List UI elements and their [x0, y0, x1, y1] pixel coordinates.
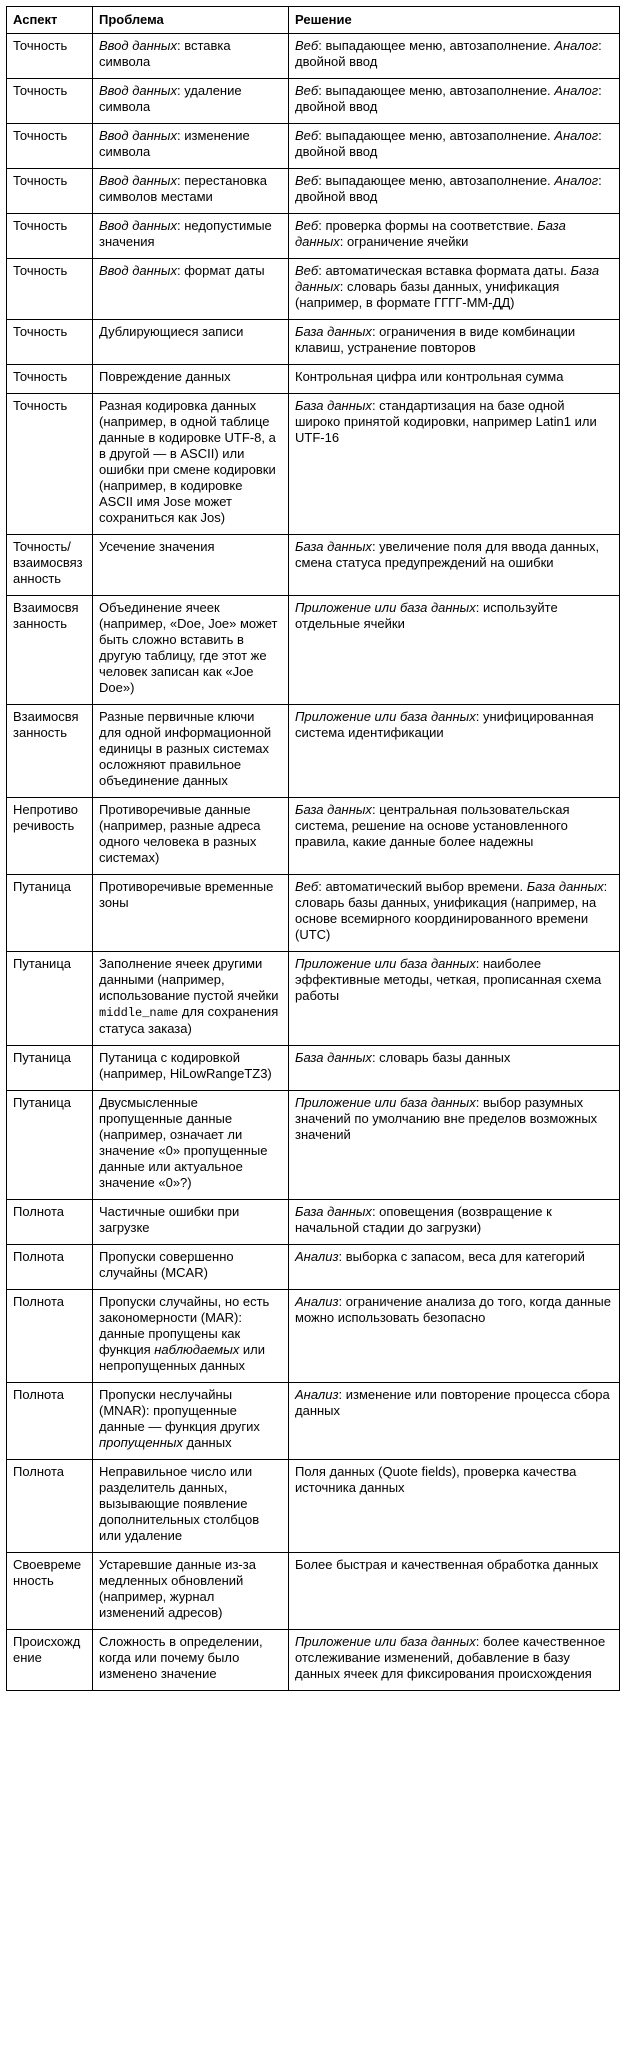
problem-cell: Ввод данных: формат даты: [93, 259, 289, 320]
problem-cell: Усечение значения: [93, 535, 289, 596]
header-aspect: Аспект: [7, 7, 93, 34]
aspect-cell: Точность: [7, 34, 93, 79]
table-row: [7, 1553, 620, 1630]
header-problem: Проблема: [93, 7, 289, 34]
solution-cell: База данных: словарь базы данных: [289, 1046, 620, 1091]
table-row: [7, 1245, 620, 1290]
solution-cell: Приложение или база данных: более качественное отслеживание изменений, добавление в базу данных ячеек для фиксирования происхождения: [289, 1630, 620, 1691]
aspect-cell: Полнота: [7, 1200, 93, 1245]
problem-cell: Пропуски неслучайны (MNAR): пропущенные данные — функция других пропущенных данных: [93, 1383, 289, 1460]
solution-cell: Веб: автоматическая вставка формата даты. База данных: словарь базы данных, унификация (например, в формате ГГГГ-ММ-ДД): [289, 259, 620, 320]
aspect-cell: Путаница: [7, 1046, 93, 1091]
solution-cell: Веб: выпадающее меню, автозаполнение. Аналог: двойной ввод: [289, 34, 620, 79]
table-row: [7, 952, 620, 1046]
aspect-cell: Точность: [7, 214, 93, 259]
problem-cell: Дублирующиеся записи: [93, 320, 289, 365]
table-row: [7, 1091, 620, 1200]
table-row: [7, 596, 620, 705]
solution-cell: Анализ: ограничение анализа до того, когда данные можно использовать безопасно: [289, 1290, 620, 1383]
table-row: [7, 320, 620, 365]
aspect-cell: Точность/взаимосвязанность: [7, 535, 93, 596]
solution-cell: База данных: центральная пользовательская система, решение на основе установленного правила, какие данные более надежны: [289, 798, 620, 875]
table-row: [7, 1630, 620, 1691]
aspect-cell: Путаница: [7, 952, 93, 1046]
problem-cell: Устаревшие данные из-за медленных обновлений (например, журнал изменений адресов): [93, 1553, 289, 1630]
solution-cell: Веб: автоматический выбор времени. База данных: словарь базы данных, унификация (например, на основе всемирного координированного времени (UTC): [289, 875, 620, 952]
aspect-cell: Взаимосвязанность: [7, 705, 93, 798]
table-row: [7, 259, 620, 320]
aspect-cell: Путаница: [7, 875, 93, 952]
table-row: [7, 1383, 620, 1460]
table-row: [7, 394, 620, 535]
header-row: [7, 7, 620, 34]
table-body: [7, 34, 620, 1691]
problem-cell: Двусмысленные пропущенные данные (например, означает ли значение «0» пропущенные данные или актуальное значение «0»?): [93, 1091, 289, 1200]
problem-cell: Путаница с кодировкой (например, HiLowRangeTZ3): [93, 1046, 289, 1091]
aspect-cell: Точность: [7, 394, 93, 535]
aspect-cell: Точность: [7, 365, 93, 394]
aspect-cell: Точность: [7, 169, 93, 214]
problem-cell: Ввод данных: изменение символа: [93, 124, 289, 169]
table-row: [7, 1460, 620, 1553]
table-row: [7, 875, 620, 952]
solution-cell: База данных: оповещения (возвращение к начальной стадии до загрузки): [289, 1200, 620, 1245]
aspect-cell: Точность: [7, 124, 93, 169]
aspect-cell: Полнота: [7, 1245, 93, 1290]
table-row: [7, 1200, 620, 1245]
aspect-cell: Полнота: [7, 1460, 93, 1553]
problem-cell: Ввод данных: перестановка символов местами: [93, 169, 289, 214]
problem-cell: Частичные ошибки при загрузке: [93, 1200, 289, 1245]
problem-cell: Разные первичные ключи для одной информационной единицы в разных системах осложняют правильное объединение данных: [93, 705, 289, 798]
problem-cell: Разная кодировка данных (например, в одной таблице данные в кодировке UTF-8, а в другой — в ASCII) или ошибки при смене кодировки (например, в кодировке ASCII имя Jose может сохраниться как Jos): [93, 394, 289, 535]
table-row: [7, 365, 620, 394]
solution-cell: Приложение или база данных: унифицированная система идентификации: [289, 705, 620, 798]
table-row: [7, 1290, 620, 1383]
table-row: [7, 124, 620, 169]
solution-cell: Анализ: изменение или повторение процесса сбора данных: [289, 1383, 620, 1460]
table-row: [7, 705, 620, 798]
problem-cell: Сложность в определении, когда или почему было изменено значение: [93, 1630, 289, 1691]
solution-cell: Веб: проверка формы на соответствие. База данных: ограничение ячейки: [289, 214, 620, 259]
problem-cell: Ввод данных: недопустимые значения: [93, 214, 289, 259]
aspect-cell: Путаница: [7, 1091, 93, 1200]
solution-cell: Приложение или база данных: наиболее эффективные методы, четкая, прописанная схема работы: [289, 952, 620, 1046]
problem-cell: Ввод данных: удаление символа: [93, 79, 289, 124]
solution-cell: Веб: выпадающее меню, автозаполнение. Аналог: двойной ввод: [289, 124, 620, 169]
problem-cell: Противоречивые временные зоны: [93, 875, 289, 952]
aspect-cell: Своевременность: [7, 1553, 93, 1630]
problem-cell: Неправильное число или разделитель данных, вызывающие появление дополнительных столбцов или удаление: [93, 1460, 289, 1553]
solution-cell: База данных: увеличение поля для ввода данных, смена статуса предупреждений на ошибки: [289, 535, 620, 596]
data-quality-table: [6, 6, 620, 1691]
solution-cell: Анализ: выборка с запасом, веса для категорий: [289, 1245, 620, 1290]
solution-cell: Веб: выпадающее меню, автозаполнение. Аналог: двойной ввод: [289, 79, 620, 124]
solution-cell: Контрольная цифра или контрольная сумма: [289, 365, 620, 394]
aspect-cell: Взаимосвязанность: [7, 596, 93, 705]
aspect-cell: Непротиворечивость: [7, 798, 93, 875]
table-row: [7, 214, 620, 259]
solution-cell: База данных: ограничения в виде комбинации клавиш, устранение повторов: [289, 320, 620, 365]
solution-cell: Приложение или база данных: используйте отдельные ячейки: [289, 596, 620, 705]
solution-cell: Более быстрая и качественная обработка данных: [289, 1553, 620, 1630]
aspect-cell: Полнота: [7, 1290, 93, 1383]
solution-cell: Приложение или база данных: выбор разумных значений по умолчанию вне пределов возможных значений: [289, 1091, 620, 1200]
problem-cell: Ввод данных: вставка символа: [93, 34, 289, 79]
aspect-cell: Точность: [7, 320, 93, 365]
problem-cell: Заполнение ячеек другими данными (например, использование пустой ячейки middle_name для сохранения статуса заказа): [93, 952, 289, 1046]
aspect-cell: Происхождение: [7, 1630, 93, 1691]
table-row: [7, 34, 620, 79]
table-row: [7, 535, 620, 596]
table-row: [7, 1046, 620, 1091]
table-row: [7, 798, 620, 875]
problem-cell: Повреждение данных: [93, 365, 289, 394]
header-solution: Решение: [289, 7, 620, 34]
solution-cell: Веб: выпадающее меню, автозаполнение. Аналог: двойной ввод: [289, 169, 620, 214]
solution-cell: Поля данных (Quote fields), проверка качества источника данных: [289, 1460, 620, 1553]
problem-cell: Объединение ячеек (например, «Doe, Joe» может быть сложно вставить в другую таблицу, где этот же человек записан как «Joe Doe»): [93, 596, 289, 705]
problem-cell: Пропуски случайны, но есть закономерности (MAR): данные пропущены как функция наблюдаемых или непропущенных данных: [93, 1290, 289, 1383]
aspect-cell: Полнота: [7, 1383, 93, 1460]
solution-cell: База данных: стандартизация на базе одной широко принятой кодировки, например Latin1 или UTF-16: [289, 394, 620, 535]
aspect-cell: Точность: [7, 79, 93, 124]
problem-cell: Противоречивые данные (например, разные адреса одного человека в разных системах): [93, 798, 289, 875]
table-row: [7, 79, 620, 124]
problem-cell: Пропуски совершенно случайны (MCAR): [93, 1245, 289, 1290]
aspect-cell: Точность: [7, 259, 93, 320]
table-row: [7, 169, 620, 214]
